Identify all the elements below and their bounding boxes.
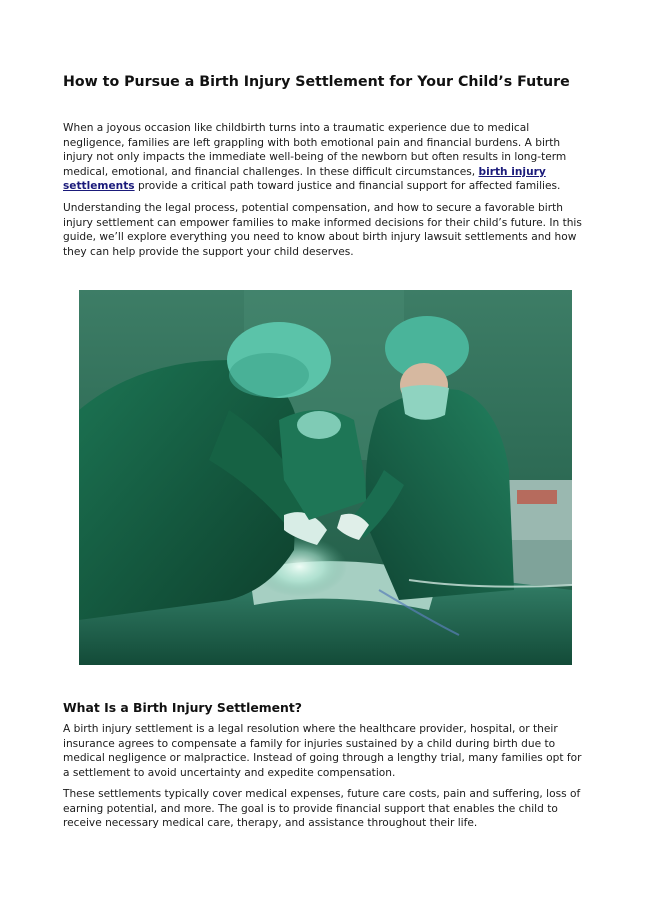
section-heading: What Is a Birth Injury Settlement? xyxy=(63,700,302,715)
intro-paragraph xyxy=(63,121,589,194)
assistant-mask xyxy=(297,411,341,439)
article-title: How to Pursue a Birth Injury Settlement for Your Child’s Future xyxy=(63,74,570,90)
surgeon-right-mask xyxy=(401,385,449,420)
intro-text-after-link: provide a critical path toward justice and financial support for affected families. xyxy=(134,180,561,193)
monitor-screen xyxy=(517,490,557,504)
intro-text-before-link: When a joyous occasion like childbirth turns into a traumatic experience due to medical negligence, families are left grappling with both emotional pain and financial burdens. A birth injury not only impacts the immediate well-being of the newborn but often results in long-term medical, emotional, and financial challenges. In these difficult circumstances, xyxy=(63,122,567,178)
section-paragraph-definition: A birth injury settlement is a legal resolution where the healthcare provider, hospital, or their insurance agrees to compensate a family for injuries sustained by a child during birth due to medical negligence or malpractice. Instead of going through a lengthy trial, many families opt for a settlement to avoid uncertainty and expedite compensation. xyxy=(63,723,582,779)
surgeon-left-cap-shade xyxy=(229,353,309,397)
section-paragraph-coverage: These settlements typically cover medical expenses, future care costs, pain and suffering, loss of earning potential, and more. The goal is to provide financial support that enables the child to receive necessary medical care, therapy, and assistance throughout their life. xyxy=(63,788,581,830)
surgery-photo xyxy=(79,290,572,665)
monitor-equipment xyxy=(509,480,572,540)
paragraph-understanding: Understanding the legal process, potential compensation, and how to secure a favorable birth injury settlement can empower families to make informed decisions for their child’s future. In this guide, we’ll explore everything you need to know about birth injury lawsuit settlements and how they can help provide the support your child deserves. xyxy=(63,202,582,258)
monitor-lower xyxy=(509,540,572,585)
birth-injury-settlements-link[interactable]: birth injury settlements xyxy=(63,165,546,193)
